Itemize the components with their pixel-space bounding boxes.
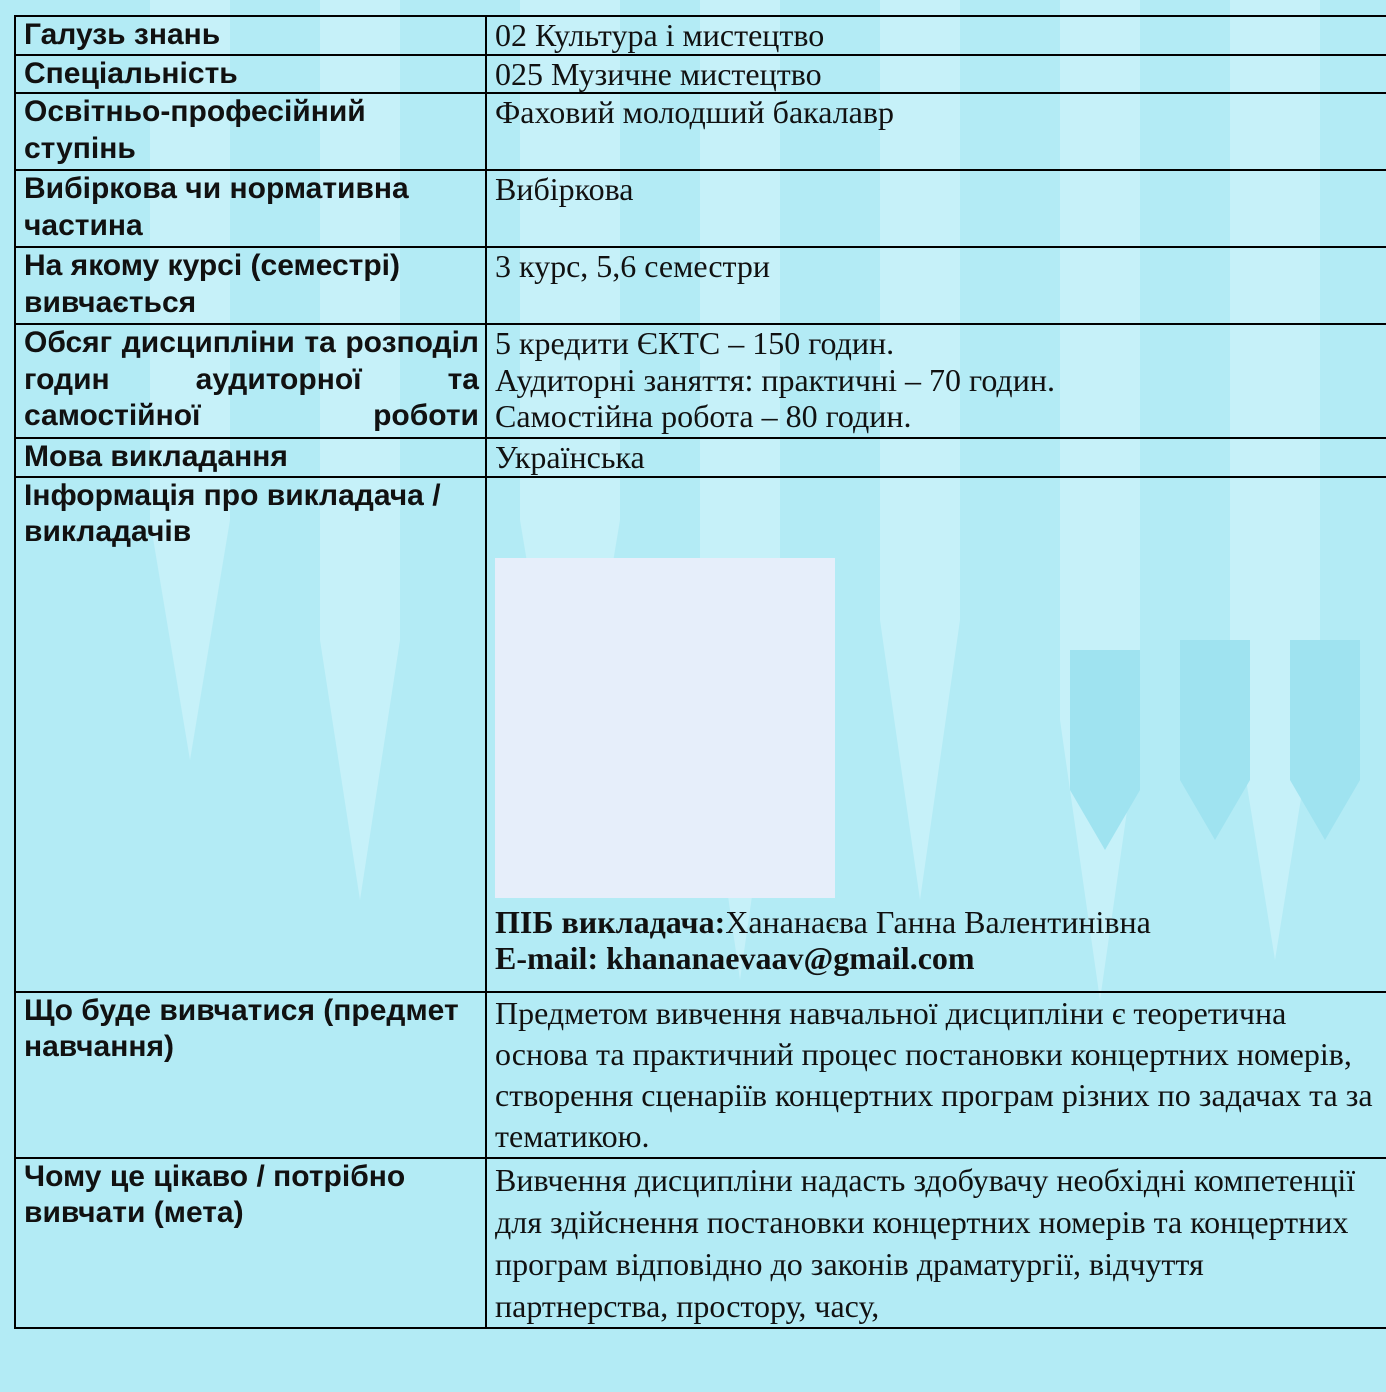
credits-line: 5 кредити ЄКТС – 150 годин. (495, 325, 895, 361)
row-label: Спеціальність (15, 55, 486, 94)
table-row (15, 477, 1386, 992)
row-value: Предметом вивчення навчальної дисципліни є теоретична основа та практичний процес постановки концертних номерів, створення сценаріїв концертних програм різних по задачах та за тематикою. (486, 992, 1386, 1158)
row-value: Фаховий молодший бакалавр (486, 93, 1386, 170)
table-row (15, 93, 1386, 170)
row-label: Обсяг дисципліни та розподіл годин аудиторної та самостійної роботи (15, 324, 486, 438)
row-label: Чому це цікаво / потрібно вивчати (мета) (15, 1158, 486, 1328)
row-label: Що буде вивчатися (предмет навчання) (15, 992, 486, 1158)
classroom-hours-line: Аудиторні заняття: практичні – 70 годин. (495, 361, 1055, 398)
self-study-line: Самостійна робота – 80 годин. (495, 398, 912, 434)
row-value (486, 324, 1386, 438)
table-row (15, 1158, 1386, 1328)
row-label: Освітньо-професійний ступінь (15, 93, 486, 170)
discipline-info-table (14, 15, 1386, 1329)
table-row (15, 247, 1386, 324)
teacher-email: E-mail: khananaevaav@gmail.com (495, 940, 975, 976)
teacher-name-label: ПІБ викладача: (495, 903, 726, 940)
table-row (15, 438, 1386, 477)
teacher-photo (495, 558, 835, 898)
table-row (15, 992, 1386, 1158)
table-row (15, 170, 1386, 247)
row-value: 025 Музичне мистецтво (486, 55, 1386, 94)
row-label: Галузь знань (15, 16, 486, 55)
table-row (15, 324, 1386, 438)
row-value: 3 курс, 5,6 семестри (486, 247, 1386, 324)
row-value: Вибіркова (486, 170, 1386, 247)
teacher-info-cell (486, 477, 1386, 992)
teacher-name: Хананаєва Ганна Валентинівна (725, 903, 1151, 940)
row-label: На якому курсі (семестрі) вивчається (15, 247, 486, 324)
row-label: Мова викладання (15, 438, 486, 477)
row-value: Вивчення дисципліни надасть здобувачу необхідні компетенції для здійснення постановки концертних номерів та концертних програм відповідно до законів драматургії, відчуття партнерства, простору, часу, (486, 1158, 1386, 1328)
table-row (15, 55, 1386, 94)
teacher-name-line (495, 904, 1380, 941)
row-value: Українська (486, 438, 1386, 477)
row-label: Вибіркова чи нормативна частина (15, 170, 486, 247)
row-label: Інформація про викладача / викладачів (15, 477, 486, 992)
row-value: 02 Культура і мистецтво (486, 16, 1386, 55)
table-row (15, 16, 1386, 55)
